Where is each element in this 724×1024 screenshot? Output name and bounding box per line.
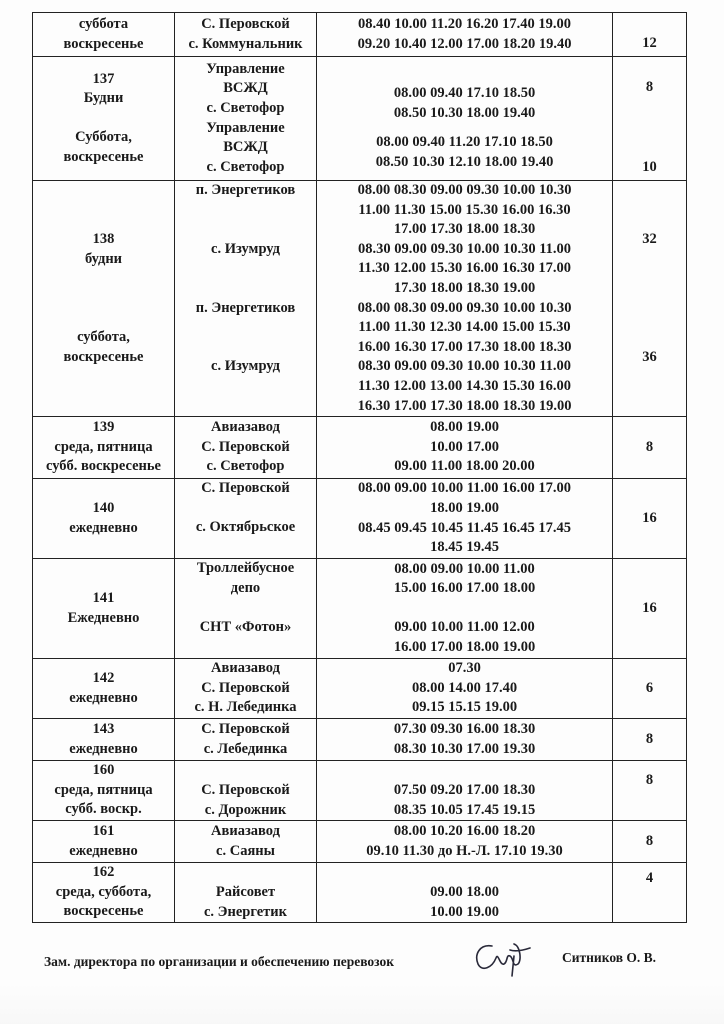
stops-cell xyxy=(175,761,317,821)
stop-name: п. Энергетиков xyxy=(195,182,296,198)
route-days: воскресенье xyxy=(63,903,144,920)
table-row xyxy=(33,761,687,821)
departure-times: 08.00 08.30 09.00 09.30 10.00 10.30 xyxy=(357,299,572,316)
departure-times: 18.45 19.45 xyxy=(430,539,499,556)
stops-cell xyxy=(175,13,317,57)
route-cell xyxy=(33,821,175,863)
route-days: ежедневно xyxy=(69,689,138,706)
route-days: среда, пятница xyxy=(54,781,153,798)
table-row xyxy=(33,559,687,659)
stops-cell xyxy=(175,417,317,479)
trip-count: 8 xyxy=(613,417,687,479)
trip-count: 16 xyxy=(613,559,687,659)
stop-name: с. Лебединка xyxy=(203,740,288,757)
route-number: 139 xyxy=(92,419,115,436)
times-cell xyxy=(317,863,613,923)
stop-name: с. Изумруд xyxy=(211,240,280,257)
route-days: ежедневно xyxy=(69,842,138,859)
departure-times: 08.00 14.00 17.40 xyxy=(411,679,518,696)
scan-shading xyxy=(0,984,724,1024)
departure-times: 17.00 17.30 18.00 18.30 xyxy=(393,221,536,238)
route-number: 141 xyxy=(92,590,115,607)
table-row xyxy=(33,479,687,559)
stop-name: с. Н. Лебединка xyxy=(194,699,297,716)
departure-times: 07.30 xyxy=(448,660,481,677)
route-days: Суббота, xyxy=(75,129,132,146)
departure-times: 16.00 17.00 18.00 19.00 xyxy=(393,639,536,656)
route-days: среда, пятница xyxy=(54,438,153,455)
stop-name: СНТ «Фотон» xyxy=(199,618,292,635)
times-cell xyxy=(317,559,613,659)
times-cell xyxy=(317,719,613,761)
route-cell xyxy=(33,13,175,57)
stop-name: С. Перовской xyxy=(201,15,290,32)
route-number: 161 xyxy=(92,823,115,840)
departure-times: 09.00 10.00 11.00 12.00 xyxy=(394,619,535,636)
table-row xyxy=(33,417,687,479)
times-cell xyxy=(317,57,613,181)
stop-name: ВСЖД xyxy=(223,139,268,156)
route-days: Ежедневно xyxy=(67,609,140,626)
trip-count-cell xyxy=(613,181,687,417)
times-cell xyxy=(317,181,613,417)
trip-count: 8 xyxy=(613,761,687,821)
trip-count: 6 xyxy=(613,659,687,719)
departure-times: 08.00 09.40 17.10 18.50 xyxy=(393,85,536,102)
table-row xyxy=(33,821,687,863)
handwritten-signature xyxy=(470,938,534,978)
table-row xyxy=(33,13,687,57)
route-days: воскресенье xyxy=(63,348,144,365)
departure-times: 08.00 08.30 09.00 09.30 10.00 10.30 xyxy=(357,182,572,198)
stop-name: с. Коммунальник xyxy=(188,35,303,52)
times-cell xyxy=(317,13,613,57)
stop-name: с. Светофор xyxy=(206,458,285,475)
bus-schedule-table xyxy=(32,12,687,923)
stops-cell xyxy=(175,863,317,923)
departure-times: 16.00 16.30 17.00 17.30 18.00 18.30 xyxy=(357,338,572,355)
stops-cell xyxy=(175,719,317,761)
stops-cell xyxy=(175,479,317,559)
route-number: 140 xyxy=(92,500,115,517)
times-cell xyxy=(317,659,613,719)
route-days: субб. воскр. xyxy=(65,801,142,818)
route-cell xyxy=(33,57,175,181)
route-days: воскресенье xyxy=(63,35,144,52)
stop-name: Райсовет xyxy=(215,883,276,900)
signature-block xyxy=(44,950,684,976)
times-cell xyxy=(317,821,613,863)
stop-name: Управление xyxy=(206,119,285,136)
route-days: суббота, xyxy=(77,328,130,345)
departure-times: 09.00 18.00 xyxy=(430,883,499,900)
trip-count: 8 xyxy=(613,719,687,761)
stop-name: Троллейбусное xyxy=(196,560,295,577)
table-row xyxy=(33,719,687,761)
departure-times: 10.00 19.00 xyxy=(430,903,499,920)
departure-times: 11.30 12.00 15.30 16.00 16.30 17.00 xyxy=(357,260,572,277)
departure-times: 08.50 10.30 18.00 19.40 xyxy=(393,104,536,121)
trip-count: 8 xyxy=(613,57,687,119)
stop-name: с. Изумруд xyxy=(211,358,280,375)
departure-times: 08.00 19.00 xyxy=(430,419,499,436)
stop-name: с. Октябрьское xyxy=(195,519,296,536)
stop-name: Авиазавод xyxy=(211,823,280,840)
trip-count: 36 xyxy=(642,348,657,365)
route-cell xyxy=(33,181,175,417)
departure-times: 15.00 16.00 17.00 18.00 xyxy=(393,580,536,597)
departure-times: 08.35 10.05 17.45 19.15 xyxy=(393,801,536,818)
stop-name: Авиазавод xyxy=(211,660,280,677)
route-days: субб. воскресенье xyxy=(45,458,161,475)
route-number: 142 xyxy=(92,670,115,687)
stop-name: депо xyxy=(230,579,261,596)
stops-cell xyxy=(175,559,317,659)
stop-name: С. Перовской xyxy=(201,480,290,497)
departure-times: 08.00 09.00 10.00 11.00 16.00 17.00 xyxy=(357,480,572,497)
trip-count: 10 xyxy=(613,119,687,181)
stop-name: ВСЖД xyxy=(223,80,268,97)
route-days: ежедневно xyxy=(69,740,138,757)
route-days: суббота xyxy=(78,15,129,32)
table-row xyxy=(33,659,687,719)
route-cell xyxy=(33,479,175,559)
stop-name: Управление xyxy=(206,60,285,77)
stop-name: с. Светофор xyxy=(206,158,285,175)
route-days: среда, суббота, xyxy=(55,883,152,900)
route-cell xyxy=(33,719,175,761)
departure-times: 11.00 11.30 15.00 15.30 16.00 16.30 xyxy=(358,201,571,218)
stop-name: с. Светофор xyxy=(206,99,285,116)
route-days: воскресенье xyxy=(63,148,144,165)
departure-times: 11.30 12.00 13.00 14.30 15.30 16.00 xyxy=(357,377,572,394)
stop-name: с. Энергетик xyxy=(203,903,288,920)
departure-times: 09.20 10.40 12.00 17.00 18.20 19.40 xyxy=(357,35,572,52)
departure-times: 08.40 10.00 11.20 16.20 17.40 19.00 xyxy=(357,15,572,32)
departure-times: 17.30 18.00 18.30 19.00 xyxy=(393,279,536,296)
departure-times: 09.10 11.30 до Н.-Л. 17.10 19.30 xyxy=(366,842,563,859)
stops-cell xyxy=(175,181,317,417)
route-cell xyxy=(33,659,175,719)
route-cell xyxy=(33,417,175,479)
route-number: 138 xyxy=(92,230,115,247)
departure-times: 08.00 10.20 16.00 18.20 xyxy=(393,823,536,840)
stop-name: Авиазавод xyxy=(211,419,280,436)
stop-name: с. Дорожник xyxy=(204,801,287,818)
stop-name: п. Энергетиков xyxy=(195,299,296,316)
signer-name: Ситников О. В. xyxy=(562,950,657,965)
route-cell xyxy=(33,761,175,821)
stop-name: с. Саяны xyxy=(216,842,275,859)
stop-name: С. Перовской xyxy=(201,679,290,696)
trip-count: 16 xyxy=(613,479,687,559)
route-number: 162 xyxy=(92,864,115,881)
stop-name: С. Перовской xyxy=(201,721,290,738)
departure-times: 16.30 17.00 17.30 18.00 18.30 19.00 xyxy=(357,397,572,414)
signer-position: Зам. директора по организации и обеспечению перевозок xyxy=(44,954,395,969)
stop-name: С. Перовской xyxy=(201,438,290,455)
trip-count: 32 xyxy=(642,230,657,247)
route-number: 160 xyxy=(92,762,115,779)
route-days: ежедневно xyxy=(69,519,138,536)
departure-times: 07.50 09.20 17.00 18.30 xyxy=(393,781,536,798)
departure-times: 08.30 09.00 09.30 10.00 10.30 11.00 xyxy=(357,240,572,257)
trip-count: 4 xyxy=(613,863,687,923)
times-cell xyxy=(317,417,613,479)
table-row xyxy=(33,57,687,119)
departure-times: 08.50 10.30 12.10 18.00 19.40 xyxy=(375,153,554,170)
departure-times: 11.00 11.30 12.30 14.00 15.00 15.30 xyxy=(358,319,571,336)
route-days: будни xyxy=(84,250,123,267)
route-days: Будни xyxy=(83,90,124,107)
departure-times: 10.00 17.00 xyxy=(430,438,499,455)
departure-times: 08.00 09.00 10.00 11.00 xyxy=(394,560,535,577)
departure-times: 08.30 10.30 17.00 19.30 xyxy=(393,740,536,757)
route-cell xyxy=(33,863,175,923)
stop-name: С. Перовской xyxy=(201,781,290,798)
route-number: 143 xyxy=(92,721,115,738)
trip-count: 8 xyxy=(613,821,687,863)
route-cell xyxy=(33,559,175,659)
stops-cell xyxy=(175,57,317,181)
trip-count: 12 xyxy=(613,13,687,57)
departure-times: 08.45 09.45 10.45 11.45 16.45 17.45 xyxy=(357,519,572,536)
table-row xyxy=(33,181,687,417)
route-number: 137 xyxy=(92,70,115,87)
stops-cell xyxy=(175,821,317,863)
stops-cell xyxy=(175,659,317,719)
times-cell xyxy=(317,479,613,559)
departure-times: 09.00 11.00 18.00 20.00 xyxy=(394,458,535,475)
departure-times: 08.00 09.40 11.20 17.10 18.50 xyxy=(376,134,553,151)
departure-times: 07.30 09.30 16.00 18.30 xyxy=(393,721,536,738)
departure-times: 09.15 15.15 19.00 xyxy=(411,699,518,716)
departure-times: 08.30 09.00 09.30 10.00 10.30 11.00 xyxy=(357,358,572,375)
table-row xyxy=(33,863,687,923)
departure-times: 18.00 19.00 xyxy=(430,500,499,517)
times-cell xyxy=(317,761,613,821)
